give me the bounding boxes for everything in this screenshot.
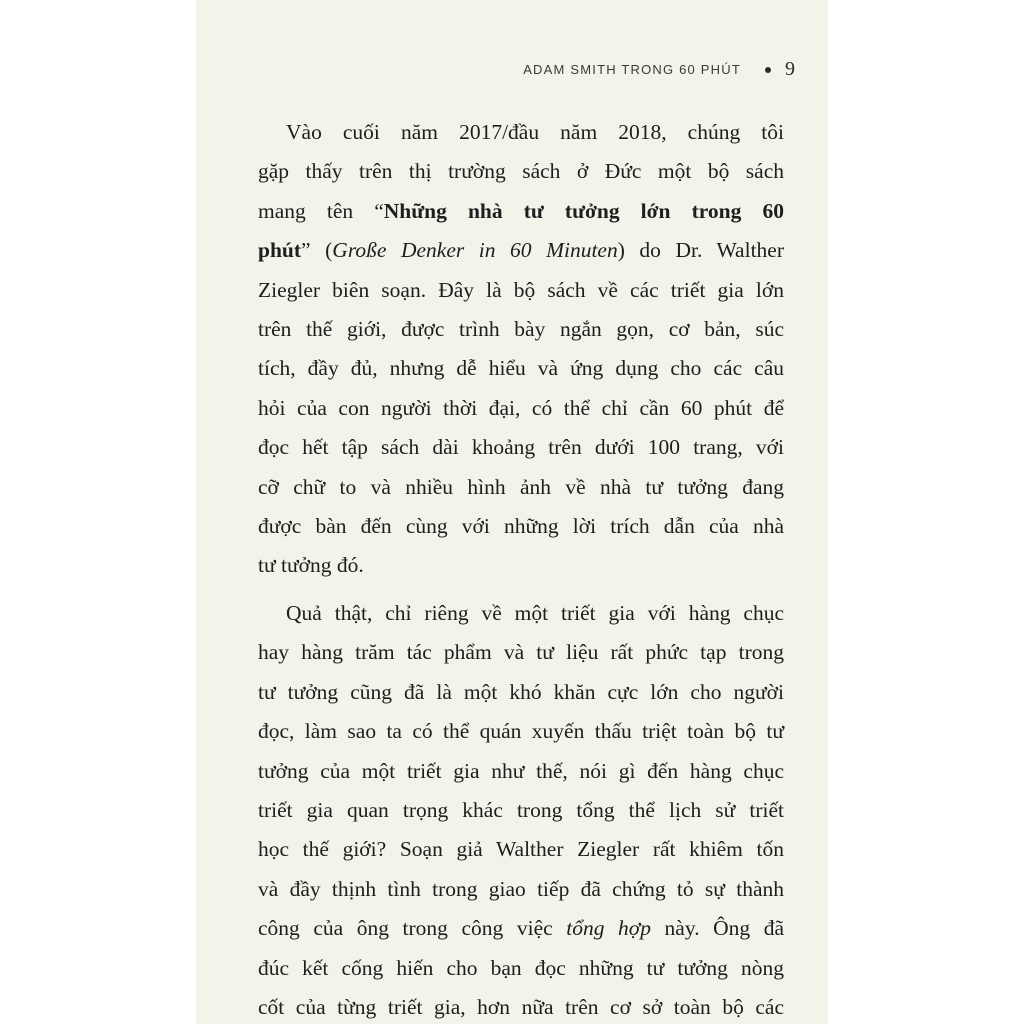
text-line: mang tên “Những nhà tư tưởng lớn trong 60 [258, 198, 784, 223]
text-line: đọc hết tập sách dài khoảng trên dưới 100 trang, với [258, 435, 784, 460]
text-line: phút” (Große Denker in 60 Minuten) do Dr. Walther [258, 238, 784, 263]
text-line: trên thế giới, được trình bày ngắn gọn, cơ bản, súc [258, 317, 784, 342]
text-line: Quả thật, chỉ riêng về một triết gia với hàng chục [286, 600, 784, 625]
bold-title-end: phút [258, 238, 302, 263]
text-line: và đầy thịnh tình trong giao tiếp đã chứng tỏ sự thành [258, 876, 784, 901]
text-line: đúc kết cống hiến cho bạn đọc những tư tưởng nòng [258, 955, 784, 980]
page-number: 9 [785, 58, 795, 80]
text-line: tích, đầy đủ, nhưng dễ hiểu và ứng dụng cho các câu [258, 356, 784, 381]
text-line: đọc, làm sao ta có thể quán xuyến thấu triệt toàn bộ tư [258, 719, 784, 744]
text-line: học thế giới? Soạn giả Walther Ziegler rất khiêm tốn [258, 837, 784, 862]
text-line: tưởng của một triết gia như thế, nói gì đến hàng chục [258, 758, 784, 783]
italic-german-title: Große Denker in 60 Minuten [332, 238, 618, 263]
bullet-separator [765, 67, 771, 73]
italic-term: tổng hợp [566, 916, 651, 941]
text-line: được bàn đến cùng với những lời trích dẫn của nhà [258, 514, 784, 539]
text-line: hay hàng trăm tác phẩm và tư liệu rất phức tạp trong [258, 640, 784, 665]
paragraph-1 [258, 113, 784, 586]
body-text [258, 113, 784, 1024]
text-line: gặp thấy trên thị trường sách ở Đức một bộ sách [258, 159, 784, 184]
text-line: công của ông trong công việc tổng hợp này. Ông đã [258, 916, 784, 941]
text-line: cốt của từng triết gia, hơn nữa trên cơ sở toàn bộ các [258, 994, 784, 1019]
bold-title: Những nhà tư tưởng lớn trong 60 [383, 198, 784, 223]
text-line: tư tưởng đó. [258, 553, 364, 578]
text-line: hỏi của con người thời đại, có thể chỉ cần 60 phút để [258, 395, 784, 420]
paragraph-2 [258, 594, 784, 1024]
book-page [196, 0, 828, 1024]
text-line: tư tưởng cũng đã là một khó khăn cực lớn cho người [258, 679, 784, 704]
text-line: triết gia quan trọng khác trong tổng thể lịch sử triết [258, 797, 784, 822]
running-title: ADAM SMITH TRONG 60 PHÚT [523, 62, 741, 77]
text-line: Ziegler biên soạn. Đây là bộ sách về các triết gia lớn [258, 277, 784, 302]
text-line: cỡ chữ to và nhiều hình ảnh về nhà tư tưởng đang [258, 474, 784, 499]
page-header [523, 58, 795, 81]
text-line: Vào cuối năm 2017/đầu năm 2018, chúng tôi [286, 120, 784, 144]
